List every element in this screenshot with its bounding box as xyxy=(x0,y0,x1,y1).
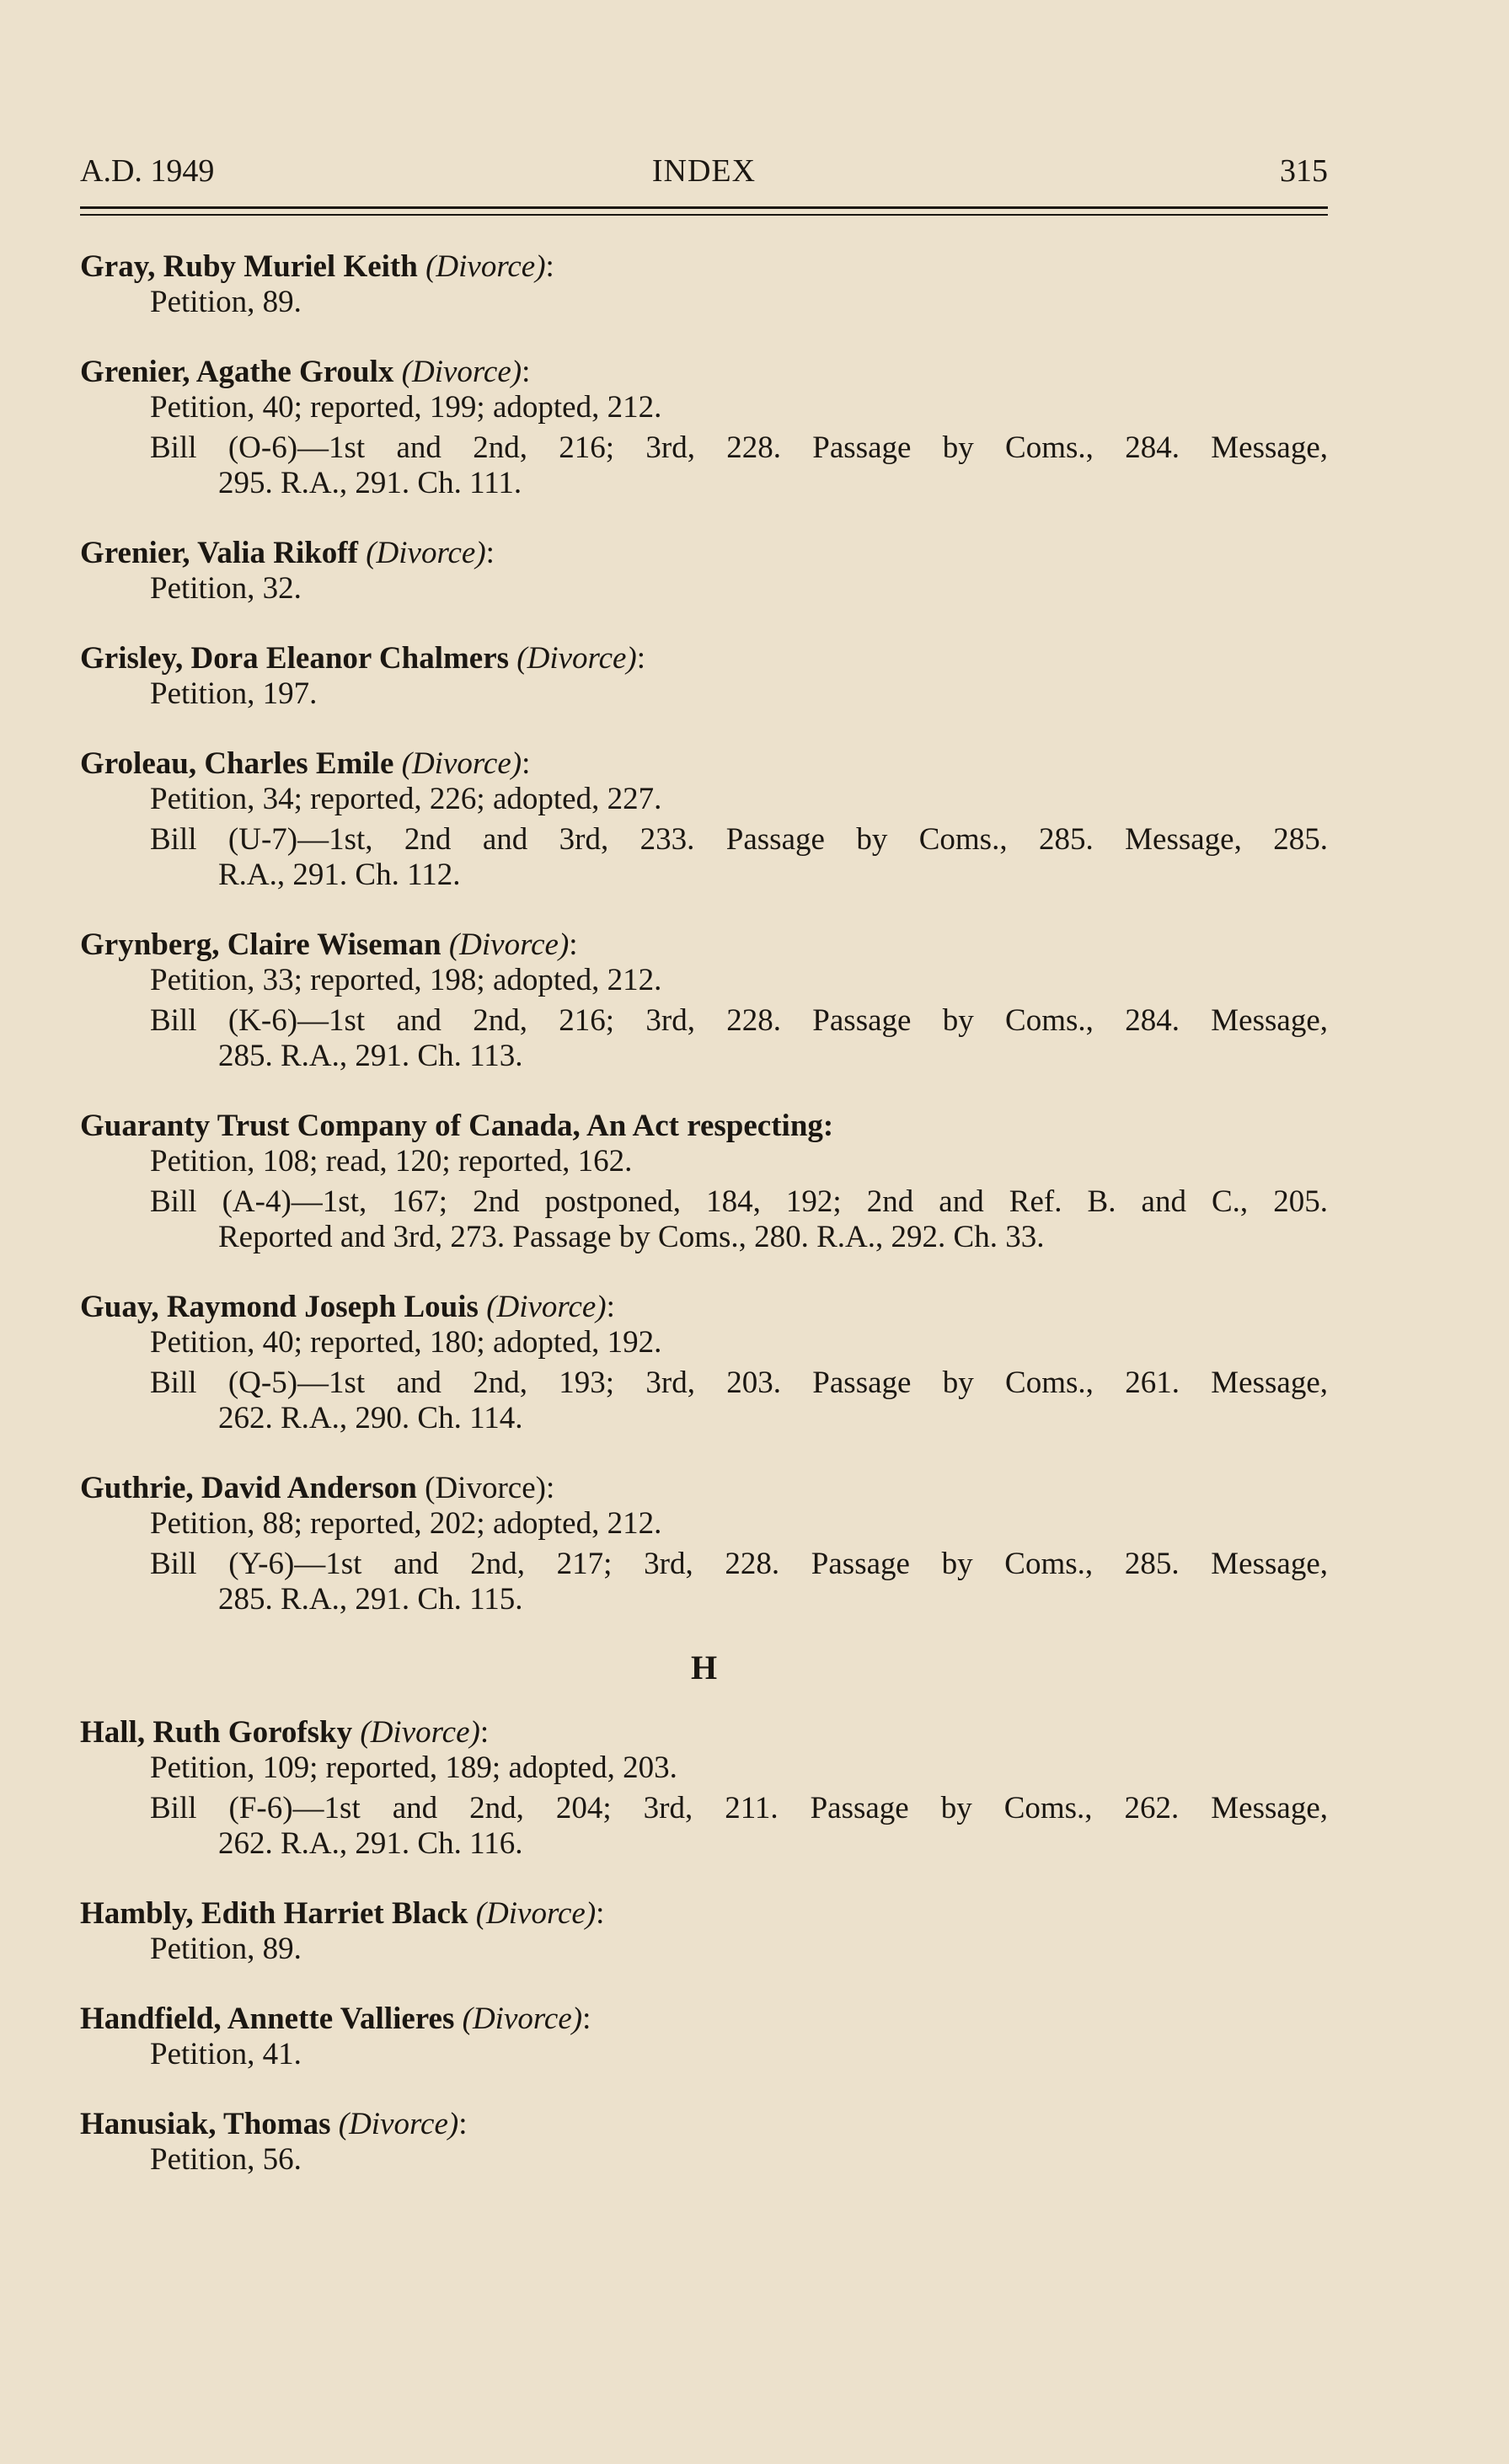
entry-name: Guthrie, David Anderson xyxy=(80,1471,417,1505)
entry-name: Hanusiak, Thomas xyxy=(80,2107,331,2141)
entry-name: Guay, Raymond Joseph Louis xyxy=(80,1290,479,1324)
entry-bill-continuation: 295. R.A., 291. Ch. 111. xyxy=(218,466,522,500)
entry-heading: Guaranty Trust Company of Canada, An Act respecting: xyxy=(80,1109,834,1143)
entry-bill-line: Bill (U-7)—1st, 2nd and 3rd, 233. Passage by Coms., 285. Message, 285. xyxy=(150,822,1328,857)
entry-petition: Petition, 32. xyxy=(150,571,302,606)
entry-bill xyxy=(150,1366,1328,1436)
entry-bill xyxy=(150,1003,1328,1074)
entry-bill xyxy=(150,1791,1328,1862)
entry-bill-line: Bill (Y-6)—1st and 2nd, 217; 3rd, 228. Passage by Coms., 285. Message, xyxy=(150,1547,1328,1581)
entry-bill-continuation: 285. R.A., 291. Ch. 113. xyxy=(218,1039,523,1073)
entry-name: Grynberg, Claire Wiseman xyxy=(80,927,441,962)
entry-petition: Petition, 88; reported, 202; adopted, 212. xyxy=(150,1506,662,1541)
entry-bill-continuation: 285. R.A., 291. Ch. 115. xyxy=(218,1582,523,1617)
entry-petition: Petition, 34; reported, 226; adopted, 227. xyxy=(150,782,662,816)
entry-petition: Petition, 89. xyxy=(150,285,302,319)
index-entry xyxy=(80,536,1328,607)
entry-petition: Petition, 33; reported, 198; adopted, 212. xyxy=(150,963,662,997)
entry-name: Grenier, Valia Rikoff xyxy=(80,536,358,570)
entry-bill-line: Bill (O-6)—1st and 2nd, 216; 3rd, 228. Passage by Coms., 284. Message, xyxy=(150,430,1328,465)
entry-name: Guaranty Trust Company of Canada, An Act respecting xyxy=(80,1109,823,1143)
entry-bill xyxy=(150,1184,1328,1255)
entry-petition: Petition, 197. xyxy=(150,676,318,711)
entry-qualifier: (Divorce) xyxy=(338,2107,459,2141)
entry-qualifier: (Divorce) xyxy=(425,1471,546,1505)
entry-qualifier: (Divorce) xyxy=(401,746,522,781)
header-year: A.D. 1949 xyxy=(80,153,215,189)
entry-bill-continuation: Reported and 3rd, 273. Passage by Coms., 280. R.A., 292. Ch. 33. xyxy=(218,1220,1045,1254)
entry-name: Grisley, Dora Eleanor Chalmers xyxy=(80,641,510,676)
entry-qualifier: (Divorce) xyxy=(486,1290,607,1324)
entry-bill xyxy=(150,822,1328,893)
entry-heading: Groleau, Charles Emile (Divorce): xyxy=(80,746,531,781)
index-entry xyxy=(80,1290,1328,1436)
entry-bill xyxy=(150,430,1328,501)
entry-name: Groleau, Charles Emile xyxy=(80,746,394,781)
index-entry xyxy=(80,1109,1328,1255)
entry-name: Handfield, Annette Vallieres xyxy=(80,2002,455,2036)
page-number: 315 xyxy=(1280,153,1328,189)
index-entry xyxy=(80,1715,1328,1862)
entry-petition: Petition, 89. xyxy=(150,1932,302,1966)
entry-qualifier: (Divorce) xyxy=(475,1896,597,1931)
entry-qualifier: (Divorce) xyxy=(360,1715,480,1750)
entry-bill xyxy=(150,1547,1328,1617)
entry-bill-line: Bill (K-6)—1st and 2nd, 216; 3rd, 228. Passage by Coms., 284. Message, xyxy=(150,1003,1328,1038)
entry-bill-continuation: R.A., 291. Ch. 112. xyxy=(218,858,461,892)
entry-qualifier: (Divorce) xyxy=(401,355,522,389)
entry-petition: Petition, 40; reported, 180; adopted, 192. xyxy=(150,1325,662,1360)
header-title: INDEX xyxy=(651,153,757,189)
index-entry xyxy=(80,641,1328,712)
index-entry xyxy=(80,355,1328,501)
entry-bill-continuation: 262. R.A., 290. Ch. 114. xyxy=(218,1401,523,1435)
index-entry xyxy=(80,927,1328,1074)
entry-heading: Handfield, Annette Vallieres (Divorce): xyxy=(80,2002,591,2036)
entry-heading: Gray, Ruby Muriel Keith (Divorce): xyxy=(80,249,554,284)
index-entry xyxy=(80,746,1328,893)
entry-heading: Grenier, Valia Rikoff (Divorce): xyxy=(80,536,495,570)
index-entry xyxy=(80,1471,1328,1617)
entry-petition: Petition, 108; read, 120; reported, 162. xyxy=(150,1144,633,1179)
index-entry xyxy=(80,2002,1328,2072)
entry-petition: Petition, 40; reported, 199; adopted, 212. xyxy=(150,390,662,425)
header-rule-top xyxy=(80,206,1328,209)
entry-heading: Grynberg, Claire Wiseman (Divorce): xyxy=(80,927,578,962)
entry-bill-line: Bill (F-6)—1st and 2nd, 204; 3rd, 211. Passage by Coms., 262. Message, xyxy=(150,1791,1328,1825)
entry-petition: Petition, 56. xyxy=(150,2142,302,2177)
index-content xyxy=(80,249,1328,2178)
entry-name: Hall, Ruth Gorofsky xyxy=(80,1715,353,1750)
entry-heading: Guthrie, David Anderson (Divorce): xyxy=(80,1471,555,1505)
entry-qualifier: (Divorce) xyxy=(516,641,637,676)
entry-qualifier: (Divorce) xyxy=(448,927,570,962)
entry-heading: Hall, Ruth Gorofsky (Divorce): xyxy=(80,1715,490,1750)
index-entry xyxy=(80,2107,1328,2178)
entry-bill-line: Bill (Q-5)—1st and 2nd, 193; 3rd, 203. Passage by Coms., 261. Message, xyxy=(150,1366,1328,1400)
entry-qualifier: (Divorce) xyxy=(366,536,486,570)
page-header xyxy=(80,150,1328,192)
entry-heading: Hanusiak, Thomas (Divorce): xyxy=(80,2107,468,2141)
entry-bill-continuation: 262. R.A., 291. Ch. 116. xyxy=(218,1826,523,1861)
entry-bill-line: Bill (A-4)—1st, 167; 2nd postponed, 184, 192; 2nd and Ref. B. and C., 205. xyxy=(150,1184,1328,1219)
entry-heading: Grenier, Agathe Groulx (Divorce): xyxy=(80,355,531,389)
entry-petition: Petition, 109; reported, 189; adopted, 203. xyxy=(150,1750,677,1785)
entry-name: Hambly, Edith Harriet Black xyxy=(80,1896,468,1931)
entry-name: Grenier, Agathe Groulx xyxy=(80,355,394,389)
header-rule-bottom xyxy=(80,214,1328,216)
entry-qualifier: (Divorce) xyxy=(425,249,546,284)
index-entry xyxy=(80,249,1328,320)
index-entry xyxy=(80,1896,1328,1967)
entry-name: Gray, Ruby Muriel Keith xyxy=(80,249,418,284)
entry-heading: Guay, Raymond Joseph Louis (Divorce): xyxy=(80,1290,615,1324)
entry-qualifier: (Divorce) xyxy=(462,2002,583,2036)
section-letter: H xyxy=(690,1649,718,1686)
entry-heading: Hambly, Edith Harriet Black (Divorce): xyxy=(80,1896,605,1931)
entry-petition: Petition, 41. xyxy=(150,2037,302,2071)
entry-heading: Grisley, Dora Eleanor Chalmers (Divorce): xyxy=(80,641,646,676)
